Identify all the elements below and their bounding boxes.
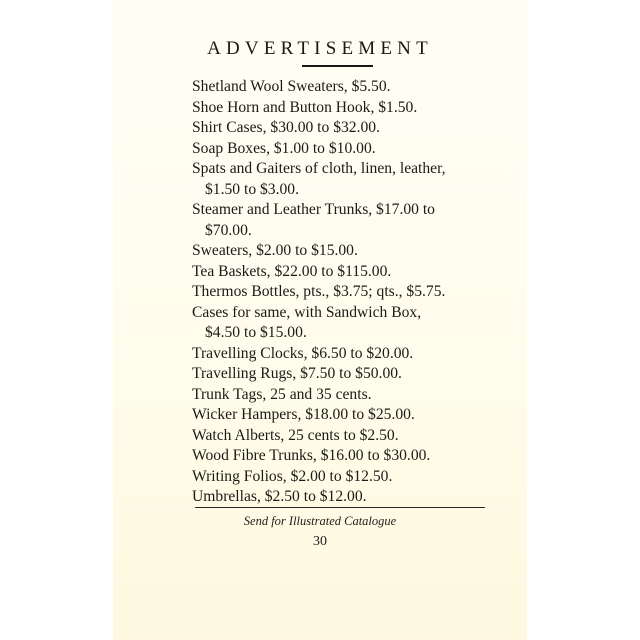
list-item — [192, 118, 485, 139]
item-text: Cases for same, with Sandwich Box, — [192, 303, 422, 321]
item-text: Shetland Wool Sweaters, $5.50. — [192, 78, 391, 95]
item-text: Spats and Gaiters of cloth, linen, leather, — [192, 160, 446, 177]
list-item — [192, 303, 485, 344]
item-text: Wood Fibre Trunks, $16.00 to $30.00. — [192, 447, 431, 464]
item-text: Steamer and Leather Trunks, $17.00 to — [192, 201, 435, 218]
item-text: Umbrellas, $2.50 to $12.00. — [192, 488, 367, 505]
list-item — [192, 364, 485, 385]
title-underline-rule — [302, 65, 373, 67]
list-item — [192, 426, 485, 447]
item-text: Trunk Tags, 25 and 35 cents. — [192, 385, 372, 403]
item-text: Shoe Horn and Button Hook, $1.50. — [192, 98, 418, 116]
item-continuation: $70.00. — [205, 221, 252, 239]
list-item — [192, 344, 485, 365]
list-item — [192, 159, 485, 200]
item-text: Shirt Cases, $30.00 to $32.00. — [192, 119, 380, 136]
book-page — [113, 0, 527, 640]
item-text: Tea Baskets, $22.00 to $115.00. — [192, 262, 392, 280]
item-continuation: $1.50 to $3.00. — [205, 180, 299, 198]
item-continuation: $4.50 to $15.00. — [205, 324, 307, 341]
list-item — [192, 139, 485, 160]
item-text: Writing Folios, $2.00 to $12.50. — [192, 467, 393, 485]
item-text: Wicker Hampers, $18.00 to $25.00. — [192, 406, 415, 423]
list-item — [192, 405, 485, 426]
list-item — [192, 200, 485, 241]
list-item — [192, 241, 485, 262]
item-text: Sweaters, $2.00 to $15.00. — [192, 242, 358, 259]
page-title: ADVERTISEMENT — [207, 38, 433, 59]
list-item — [192, 487, 485, 508]
item-text: Thermos Bottles, pts., $3.75; qts., $5.75. — [192, 283, 446, 300]
catalogue-note: Send for Illustrated Catalogue — [243, 514, 397, 528]
footer-rule — [195, 507, 485, 508]
list-item — [192, 262, 485, 283]
item-text: Travelling Rugs, $7.50 to $50.00. — [192, 365, 402, 382]
list-item — [192, 77, 485, 98]
list-item — [192, 282, 485, 303]
list-item — [192, 467, 485, 488]
item-text: Travelling Clocks, $6.50 to $20.00. — [192, 344, 414, 362]
item-text: Soap Boxes, $1.00 to $10.00. — [192, 139, 376, 157]
list-item — [192, 385, 485, 406]
advertisement-list — [192, 77, 485, 508]
page-number: 30 — [313, 534, 327, 549]
list-item — [192, 446, 485, 467]
item-text: Watch Alberts, 25 cents to $2.50. — [192, 426, 399, 444]
list-item — [192, 98, 485, 119]
